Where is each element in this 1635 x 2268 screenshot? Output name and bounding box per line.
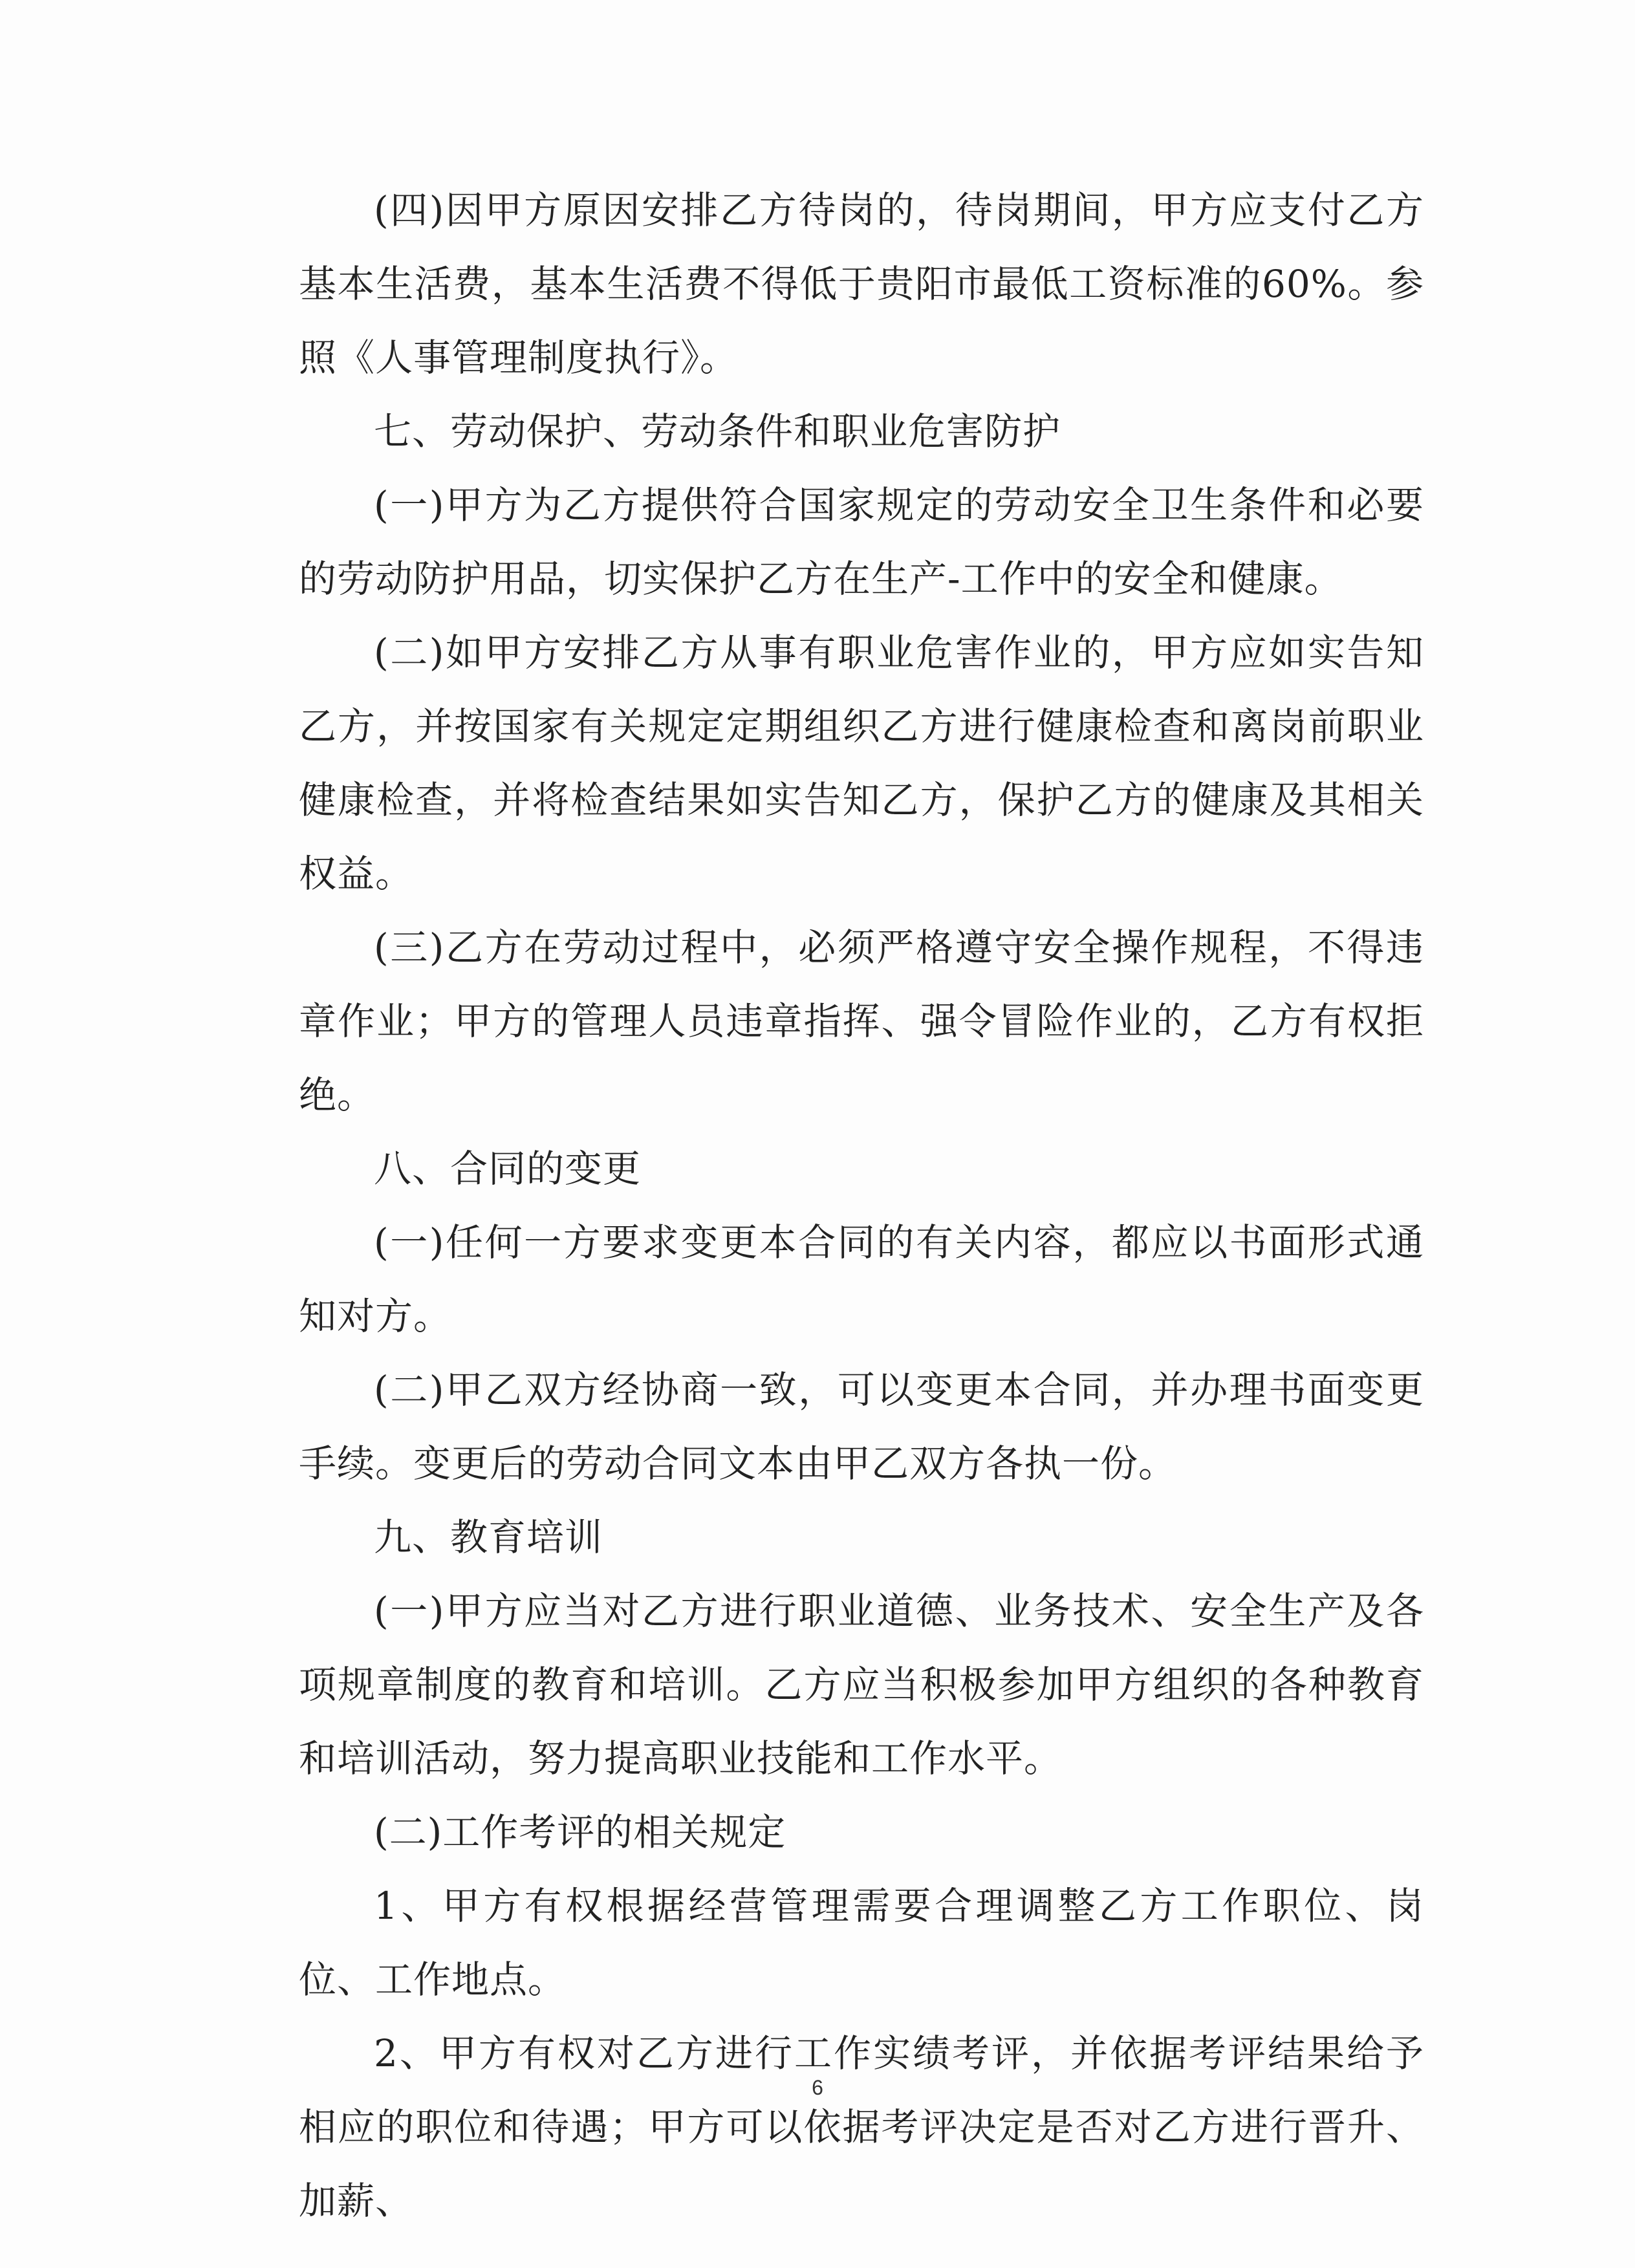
paragraph-change-agreement: (二)甲乙双方经协商一致，可以变更本合同，并办理书面变更手续。变更后的劳动合同文本由甲乙双方各执一份。 <box>299 1368 1424 1485</box>
paragraph-safety-conditions: (一)甲方为乙方提供符合国家规定的劳动安全卫生条件和必要的劳动防护用品，切实保护乙方在生产-工作中的安全和健康。 <box>299 483 1424 601</box>
paragraph-standby-pay: (四)因甲方原因安排乙方待岗的，待岗期间，甲方应支付乙方基本生活费，基本生活费不得低于贵阳市最低工资标准的60%。参照《人事管理制度执行》。 <box>299 188 1424 380</box>
section-heading-labor-protection: 七、劳动保护、劳动条件和职业危害防护 <box>374 409 1061 453</box>
document-body <box>299 173 1424 2238</box>
section-heading-contract-change: 八、合同的变更 <box>374 1147 642 1191</box>
paragraph-evaluation-item-1: 1、甲方有权根据经营管理需要合理调整乙方工作职位、岗位、工作地点。 <box>299 1884 1424 2002</box>
subheading-evaluation: (二)工作考评的相关规定 <box>374 1810 786 1854</box>
paragraph-change-notice: (一)任何一方要求变更本合同的有关内容，都应以书面形式通知对方。 <box>299 1220 1424 1338</box>
paragraph-training-duty: (一)甲方应当对乙方进行职业道德、业务技术、安全生产及各项规章制度的教育和培训。乙方应当积极参加甲方组织的各种教育和培训活动，努力提高职业技能和工作水平。 <box>299 1589 1424 1780</box>
section-heading-training: 九、教育培训 <box>374 1515 603 1559</box>
page-number: 6 <box>812 2076 823 2099</box>
paragraph-occupational-hazard: (二)如甲方安排乙方从事有职业危害作业的，甲方应如实告知乙方，并按国家有关规定定期组织乙方进行健康检查和离岗前职业健康检查，并将检查结果如实告知乙方，保护乙方的健康及其相关权益。 <box>299 631 1424 896</box>
paragraph-safety-rules: (三)乙方在劳动过程中，必须严格遵守安全操作规程，不得违章作业；甲方的管理人员违章指挥、强令冒险作业的，乙方有权拒绝。 <box>299 925 1424 1117</box>
paragraph-evaluation-item-2: 2、甲方有权对乙方进行工作实绩考评，并依据考评结果给予相应的职位和待遇；甲方可以依据考评决定是否对乙方进行晋升、加薪、 <box>299 2031 1424 2223</box>
